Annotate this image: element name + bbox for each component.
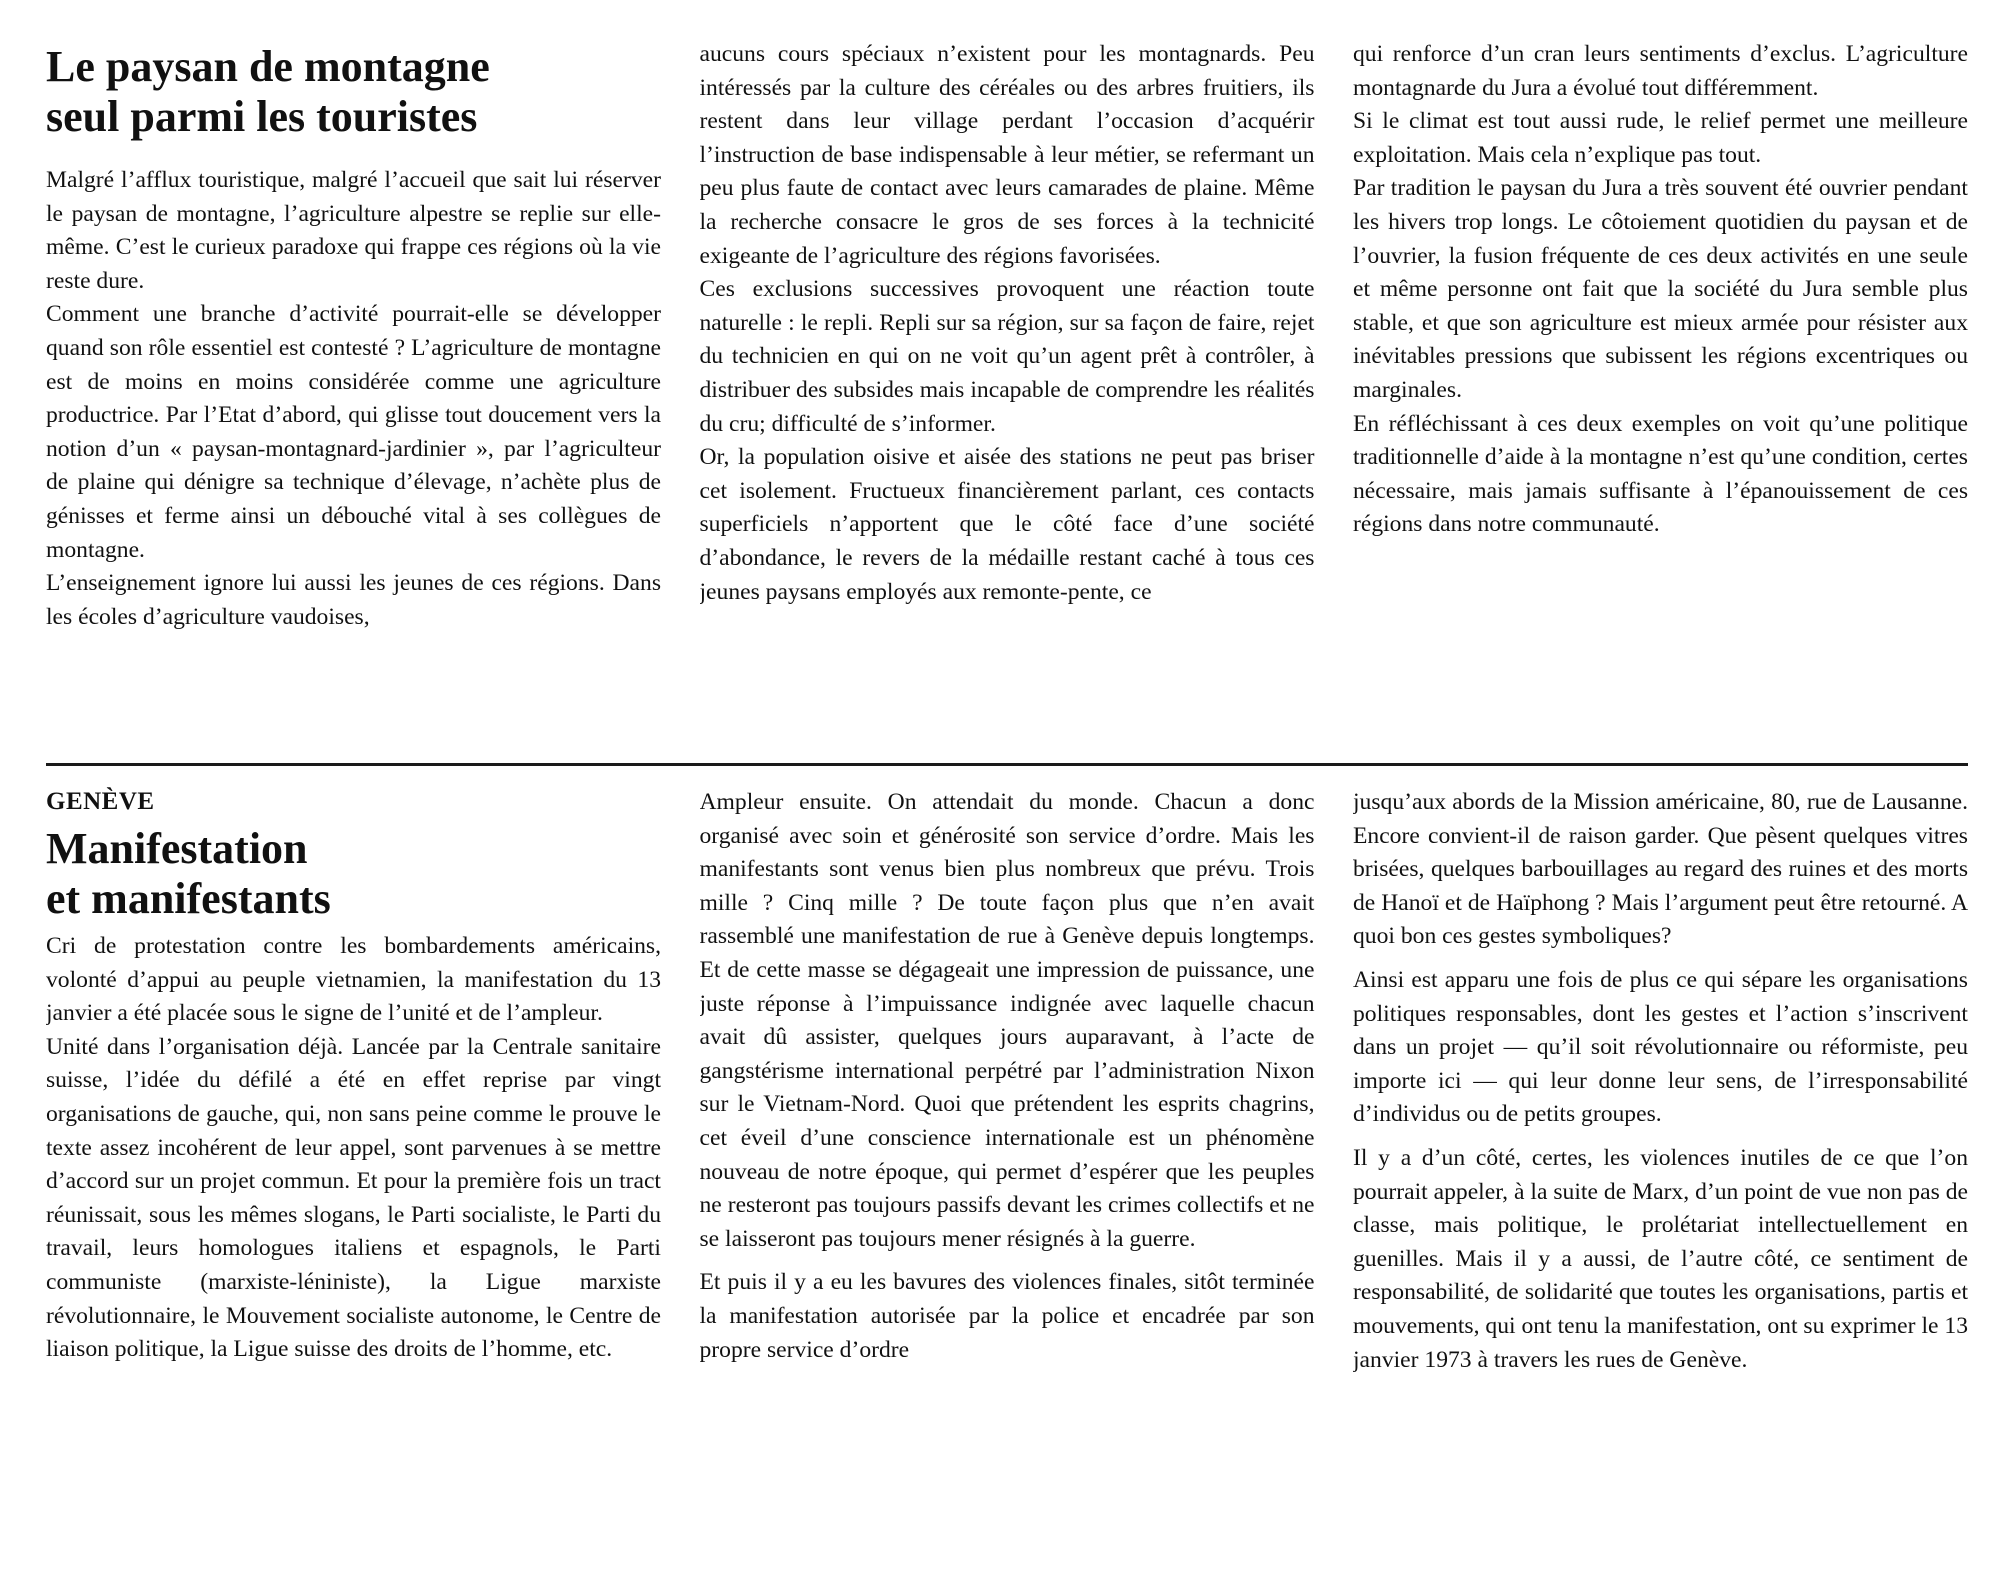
article1-paragraph: Si le climat est tout aussi rude, le relief permet une meilleure exploitation. Mais cela n’explique pas tout.	[1353, 108, 1968, 168]
article-manifestation	[46, 786, 1968, 1516]
article2-column-3	[1353, 786, 1968, 1516]
article2-headline	[46, 824, 661, 924]
article-paysan-montagne	[46, 38, 1968, 746]
article1-paragraph: Or, la population oisive et aisée des stations ne peut pas briser cet isolement. Fructueux financièrement parlant, ces contacts superficiels n’apportent que le côté face d’une société d’abondance, le revers de la médaille restant caché à tous ces jeunes paysans employés aux remonte-pente, ce	[699, 444, 1315, 605]
article1-paragraph: Ces exclusions successives provoquent une réaction toute naturelle : le repli. Repli sur sa région, sur sa façon de faire, rejet du technicien en qui on ne voit qu’un agent prêt à contrôler, à distribuer des subsides mais incapable de comprendre les réalités du cru; difficulté de s’informer.	[699, 276, 1315, 437]
article1-paragraph: L’enseignement ignore lui aussi les jeunes de ces régions. Dans les écoles d’agriculture vaudoises,	[46, 570, 661, 630]
article1-paragraph: aucuns cours spéciaux n’existent pour les montagnards. Peu intéressés par la culture des céréales ou des arbres fruitiers, ils restent dans leur village perdant l’occasion d’acquérir l’instruction de base indispensable à leur métier, se refermant un peu plus faute de contact avec leurs camarades de plaine. Même la recherche consacre le gros de ses forces à la technicité exigeante de l’agriculture des régions favorisées.	[699, 41, 1315, 269]
article2-column-2	[700, 786, 1315, 1516]
article1-column-1	[46, 38, 661, 746]
article2-paragraph: Et puis il y a eu les bavures des violences finales, sitôt terminée la manifestation autorisée par la police et encadrée par son propre service d’ordre	[699, 1269, 1315, 1363]
article1-paragraph: qui renforce d’un cran leurs sentiments d’exclus. L’agriculture montagnarde du Jura a évolué tout différemment.	[1353, 41, 1968, 101]
article1-paragraph: Malgré l’afflux touristique, malgré l’accueil que sait lui réserver le paysan de montagne, l’agriculture alpestre se replie sur elle-même. C’est le curieux paradoxe qui frappe ces régions où la vie reste dure.	[46, 167, 661, 294]
article2-paragraph: jusqu’aux abords de la Mission américaine, 80, rue de Lausanne. Encore convient-il de raison garder. Que pèsent quelques vitres brisées, quelques barbouillages au regard des ruines et des morts de Hanoï et de Haïphong ? Mais l’argument peut être retourné. A quoi bon ces gestes symboliques?	[1353, 789, 1968, 950]
article2-column-1	[46, 786, 661, 1516]
section-divider	[46, 763, 1968, 766]
article1-headline-line1: Le paysan de montagne	[46, 42, 490, 91]
article2-headline-line2: et manifestants	[46, 874, 331, 923]
article1-paragraph: En réfléchissant à ces deux exemples on voit qu’une politique traditionnelle d’aide à la montagne n’est qu’une condition, certes nécessaire, mais jamais suffisante à l’épanouissement de ces régions dans notre communauté.	[1353, 410, 1968, 538]
article2-paragraph: Il y a d’un côté, certes, les violences inutiles de ce que l’on pourrait appeler, à la suite de Marx, d’un point de vue non pas de classe, mais politique, le prolétariat intellectuellement en guenilles. Mais il y a aussi, de l’autre côté, ce sentiment de responsabilité, de solidarité que toutes les organisations, partis et mouvements, qui ont tenu la manifestation, ont su exprimer le 13 janvier 1973 à travers les rues de Genève.	[1353, 1144, 1968, 1373]
article2-paragraph: Ainsi est apparu une fois de plus ce qui sépare les organisations politiques responsables, dont les gestes et l’action s’inscrivent dans un projet — qu’il soit révolutionnaire ou réformiste, peu importe ici — qui leur donne leur sens, de l’irresponsabilité d’individus ou de petits groupes.	[1353, 966, 1968, 1128]
article2-paragraph: Unité dans l’organisation déjà. Lancée par la Centrale sanitaire suisse, l’idée du défilé a été en effet reprise par vingt organisations de gauche, qui, non sans peine comme le prouve le texte assez incohérent de leur appel, sont parvenues à se mettre d’accord sur un projet commun. Et pour la première fois un tract réunissait, sous les mêmes slogans, le Parti socialiste, le Parti du travail, leurs homologues italiens et espagnols, le Parti communiste (marxiste-léniniste), la Ligue marxiste révolutionnaire, le Mouvement socialiste autonome, le Centre de liaison politique, la Ligue suisse des droits de l’homme, etc.	[46, 1033, 661, 1363]
article2-paragraph: Ampleur ensuite. On attendait du monde. Chacun a donc organisé avec soin et générosité son service d’ordre. Mais les manifestants sont venus bien plus nombreux que prévu. Trois mille ? Cinq mille ? De toute façon plus que n’en avait rassemblé une manifestation de rue à Genève depuis longtemps. Et de cette masse se dégageait une impression de puissance, une juste réponse à l’impuissance indignée avec laquelle chacun avait dû assister, quelques jours auparavant, à l’acte de gangstérisme international perpétré par l’administration Nixon sur le Vietnam-Nord. Quoi que prétendent les esprits chagrins, cet éveil d’une conscience internationale est un phénomène nouveau de notre époque, qui permet d’espérer que les peuples ne resteront pas toujours passifs devant les crimes collectifs et ne se laisseront pas toujours mener résignés à la guerre.	[699, 789, 1315, 1252]
article2-headline-line1: Manifestation	[46, 824, 308, 873]
article2-paragraph: Cri de protestation contre les bombardements américains, volonté d’appui au peuple vietnamien, la manifestation du 13 janvier a été placée sous le signe de l’unité et de l’ampleur.	[46, 933, 661, 1027]
article1-paragraph: Comment une branche d’activité pourrait-elle se développer quand son rôle essentiel est contesté ? L’agriculture de montagne est de moins en moins considérée comme une agriculture productrice. Par l’Etat d’abord, qui glisse tout doucement vers la notion d’un « paysan-montagnard-jardinier », par l’agriculteur de plaine qui dénigre sa technique d’élevage, n’achète plus de génisses et ferme ainsi un débouché vital à ses collègues de montagne.	[46, 301, 661, 563]
article2-kicker: GENÈVE	[46, 788, 155, 815]
article1-headline-line2: seul parmi les touristes	[46, 92, 478, 141]
article1-column-2	[700, 38, 1315, 746]
article1-column-3	[1353, 38, 1968, 746]
article1-paragraph: Par tradition le paysan du Jura a très souvent été ouvrier pendant les hivers trop longs. Le côtoiement quotidien du paysan et de l’ouvrier, la fusion fréquente de ces deux activités en une seule et même personne ont fait que la société du Jura semble plus stable, et que son agriculture est mieux armée pour résister aux inévitables pressions que subissent les régions excentriques ou marginales.	[1353, 175, 1968, 403]
article1-headline	[46, 42, 661, 142]
